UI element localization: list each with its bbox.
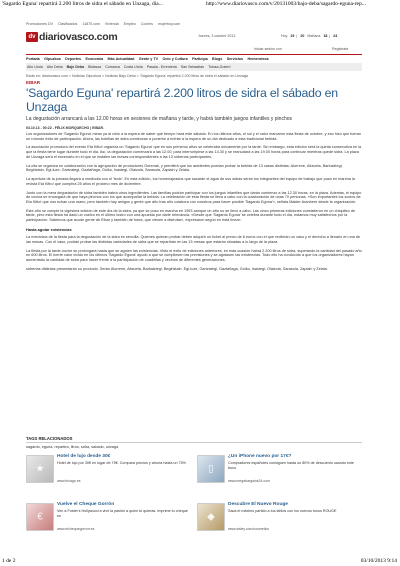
nav-item-gente-tv[interactable]: Gente y TV: [138, 57, 159, 61]
ad-title[interactable]: ¿Un iPhone nuevo por 17€?: [228, 454, 292, 459]
nav-item-economia[interactable]: Economía: [85, 57, 104, 61]
article-headline: 'Sagardo Eguna' repartirá 2.200 litros de sidra el sábado en Unzaga: [26, 86, 338, 114]
subnav-item[interactable]: San Sebastián: [180, 65, 205, 69]
ad-card[interactable]: [197, 502, 362, 542]
article-paragraph: Este año se cumple la vigésima edición de este día de la sidra, ya que se puso en marcha en 1993 aunque un año no se llevó a cabo. Las cinco primeras ediciones consistieron en un chiquiteo de tarde, pero esta fiesta ha dado un vuelco en el último lustro con una apuesta por darle relevancia. «Desde que 'Sagardo Eguna' se celebra durante todo el día, estamos muy satisfechos por la participación. Sabemos que acude gente de Eibar y también de fuera, que vienen a disfrutar», expresaron según en esta línea».: [26, 208, 356, 222]
ad-thumbnail[interactable]: [197, 455, 225, 483]
login-link[interactable]: Iniciar sesión con: [254, 47, 282, 51]
nav-item-servicios[interactable]: Servicios: [226, 57, 244, 61]
article-paragraph: La asociación promotora del evento Eta Kitto! organiza un 'Sagardo Eguna' que en sus primeros años se celebraba únicamente por la tarde. Sin embargo, esta edición será la quinta consecutiva en la que la fiesta tiene lugar durante todo el día. Así, la degustación comenzará a las 12.00, para interrumpirse a las 14.30 y se reanudará a las 19.00 horas para continuar mientras quede sidra. La plaza de Unzaga será el escenario en el que se instalen las mesas correspondientes a las 13 sidrerías participantes.: [26, 145, 362, 159]
ad-url[interactable]: www.sisley.com/cosmetics: [228, 527, 269, 531]
print-header: [0, 0, 400, 9]
article-paragraph: La mecánica de la fiesta para la degustación de la sidra es sencilla. Quienes quieran probar deben adquirir un ticket al precio de 6 euros con el que recibirán un vaso y el derecho a llenarlo en una de las mesas. Con el vaso, podrán probar las distintas variedades de sidra que se repartirán en las 13 mesas que estarán situadas a lo largo de la plaza.: [26, 235, 361, 244]
print-footer: [0, 557, 400, 566]
print-datetime: 03/10/2013 9:14: [360, 558, 397, 564]
site-logo[interactable]: [26, 31, 117, 43]
sponsored-links: [26, 454, 362, 550]
top-link[interactable]: Coches: [140, 22, 153, 26]
nav-item-ocio-cultura[interactable]: Ocio y Cultura: [162, 57, 188, 61]
logo-badge: dv: [26, 32, 38, 42]
logo-name: diariovasco.com: [39, 31, 118, 43]
subnav-item-active[interactable]: Bajo Deba: [66, 65, 85, 69]
subnav-item[interactable]: Alto Deba: [46, 65, 63, 69]
weather-today-max: 20: [300, 34, 305, 38]
ad-title[interactable]: Vuelve el Cheque Gorrón: [57, 502, 115, 507]
cheque-icon: €: [37, 511, 43, 523]
ad-thumbnail[interactable]: [26, 455, 54, 483]
article-subtitle: La degustación arrancará a las 12.00 horas en sesiones de mañana y tarde, y habrá también juegos infantiles y pinchos: [26, 116, 293, 122]
web-page: [26, 20, 362, 550]
article-byline: 03.10.13 - 00:22 - FÉLIX MORQUECHO | EIBAR.: [26, 126, 104, 130]
ad-card[interactable]: [26, 454, 191, 494]
weather-tomorrow-label: Mañana: [307, 34, 321, 38]
article-kicker: EIBAR: [26, 80, 41, 85]
top-link[interactable]: Vivienda: [104, 22, 119, 26]
ad-description: Hotel de lujo por 30€ en lugar de 75€. Compara precios y ahorra hasta un 75%: [57, 461, 186, 465]
tags-list[interactable]: sagardo, eguna, repartira, litros, sidra, sabado, unzaga: [26, 445, 119, 449]
nav-item-hemeroteca[interactable]: Hemeroteca: [247, 57, 269, 61]
ad-card[interactable]: [26, 502, 191, 542]
ad-thumbnail[interactable]: [197, 503, 225, 531]
ad-title[interactable]: Descubre El Nuevo Rouge: [228, 502, 288, 507]
nav-item-deportes[interactable]: Deportes: [65, 57, 82, 61]
subnav-item[interactable]: Pasaia - Errenteria: [146, 65, 177, 69]
article-paragraph: La fiesta por la tarde-noche se prolongará hasta que se agoten las existencias. Visto el éxito de ediciones anteriores, en esta ocasión habrá 2.200 litros de sidra, superando la cantidad del pasado año en 600 litros. El fuerte calor vivido en los últimos 'Sagardo Eguna' ayudó a que se cumpliesen las previsiones y se agotasen las existencias. Todo ello ha conducido a que los organizadores hayan aumentado la cantidad de sidra para hacer frente a la participación de cuadrillas y vecinos de diferentes generaciones.: [26, 248, 362, 262]
weather-tomorrow-max: 24: [333, 34, 338, 38]
top-link[interactable]: Promociones DV: [26, 22, 53, 26]
ad-title[interactable]: Hotel de lujo desde 30€: [57, 454, 111, 459]
top-links: [26, 22, 184, 26]
nav-item-mas-actualidad[interactable]: Más Actualidad: [107, 57, 135, 61]
ad-thumbnail[interactable]: [26, 503, 54, 531]
article-paragraph: La cita se organiza en colaboración con la agrupación de productores Gorenak, y permitirá que los asistentes puedan probar la bebida de 13 casas distintas: Alorrene, Altzueta, Barkaiztegi, Begiristain, Egi-luze, Gartzategi, Gaztañaga, Goiko, Isastegi, Olaizola, Sarasola, Zapiain y Zelaia.: [26, 163, 343, 173]
subnav-item[interactable]: Bidasoa: [88, 65, 102, 69]
article-paragraph: Los organizadores de 'Sagardo Eguna' miran ya al cielo a la espera de saber qué tiempo hará este sábado. En los últimos años, el sol y el calor marcaron esta fiesta de octubre, y eso hizo que fueran un rotundo éxito de participación. Ahora, las botellas de sidra comienzan a ponerse a enfriar a la espera de un día dedicado a esta tradicional bebida.: [26, 132, 361, 141]
related-tags: [26, 436, 362, 449]
weather-tomorrow-min: 18: [323, 34, 328, 38]
top-link[interactable]: Clasificados: [57, 22, 78, 26]
print-url: http://www.diariovasco.com/v/20131003/bajo-deba/sagardo-eguna-rep...: [206, 1, 366, 7]
article-paragraph: Junto con la mera degustación de sidra también habrá otros ingredientes. Las familias podrán participar con los juegos infantiles que darán comienzo a las 12.30 horas, en la plaza. Además, el equipo de cocina se encargará de que haya pinchos con los que acompañar la bebida. La celebración de esta fiesta se lleva a cabo con la colaboración de unas 70 personas. «Son importantes los socios de Eta Kitto! que nos echan una mano, pero también hay amigos y gente que año tras año colabora con nosotros para hacer posible 'Sagardo Eguna'», señala Maider Aranberri desde la organización.: [26, 190, 362, 204]
ad-description: Saca el máximo partido a tus labios con los nuevos tonos ROUGE: [228, 509, 337, 513]
subnav-item[interactable]: Comarca: [105, 65, 120, 69]
nav-item-portada[interactable]: Portada: [26, 57, 40, 61]
nav-item-blogs[interactable]: Blogs: [212, 57, 223, 61]
hotel-icon: ★: [35, 463, 45, 475]
ad-card[interactable]: [197, 454, 362, 494]
phone-icon: ▯: [208, 463, 214, 475]
weather-today-label: Hoy: [281, 34, 288, 38]
current-date: Jueves, 3 octubre 2013: [198, 34, 236, 38]
tags-title: TAGS RELACIONADOS: [26, 436, 362, 443]
nav-item-participa[interactable]: Participa: [192, 57, 208, 61]
subnav-item[interactable]: Tolosa-Goierri: [208, 65, 231, 69]
top-link[interactable]: Empleo: [123, 22, 136, 26]
subnav-item[interactable]: Alto Urola: [27, 65, 43, 69]
weather-widget[interactable]: Hoy 19 | 20 Mañana 18 | 24: [281, 34, 338, 38]
subnav-item[interactable]: Costa Urola: [123, 65, 143, 69]
print-page-number: 1 de 2: [2, 558, 16, 564]
nav-item-gipuzkoa[interactable]: Gipuzkoa: [44, 57, 61, 61]
register-link[interactable]: Registrate: [332, 47, 349, 51]
ad-url[interactable]: www.megabargains24.com: [228, 479, 271, 483]
print-title: 'Sagardo Eguna' repartirá 2.200 litros de sidra el sábado en Unzaga, dia...: [2, 1, 163, 7]
ad-url[interactable]: www.elchequegorron.es: [57, 527, 95, 531]
article-paragraph: sidrerías distintas presentarán su producto. Serán Alorrene, Altzueta, Barkaiztegi, Begiristain, Egi-luze, Gartzategi, Gaztañaga, Goiko, Isastegi, Olaizola, Sarasola, Zapiain y Zelaia.: [26, 266, 328, 271]
main-nav: [26, 54, 362, 63]
top-link[interactable]: mujerhoy.com: [157, 22, 181, 26]
ad-description: Ven a Foster's Hollywood a vivir la pasión a quien tú quieras. Imprime tu cheque en: [57, 509, 188, 518]
ad-description: Compradores españoles consiguen hasta un 80% de descuento usando este truco: [228, 461, 354, 470]
ad-url[interactable]: www.trivago.es: [57, 479, 81, 483]
sub-nav: [26, 63, 362, 71]
article-body: [26, 132, 362, 276]
lipstick-icon: ◆: [207, 511, 215, 523]
top-link[interactable]: 11870.com: [82, 22, 100, 26]
breadcrumb[interactable]: Estás en: diariovasco.com > Noticias Gipuzkoa > Noticias Bajo Deba > 'Sagardo Eguna' repartirá 2.200 litros de sidra el sábado en Unzaga: [26, 74, 248, 78]
section-heading: Hasta agotar existencias: [26, 226, 72, 232]
weather-today-min: 19: [290, 34, 295, 38]
article-paragraph: La apertura de la jornada llegará a mediodía con el 'txotx'. En esta edición, los homenajeados que sacarán el agua de sus sidras serán los integrantes del equipo de trabajo que puso en marcha la revista Eta Kitto! que cumplirá 25 años el próximo mes de diciembre.: [26, 177, 355, 186]
